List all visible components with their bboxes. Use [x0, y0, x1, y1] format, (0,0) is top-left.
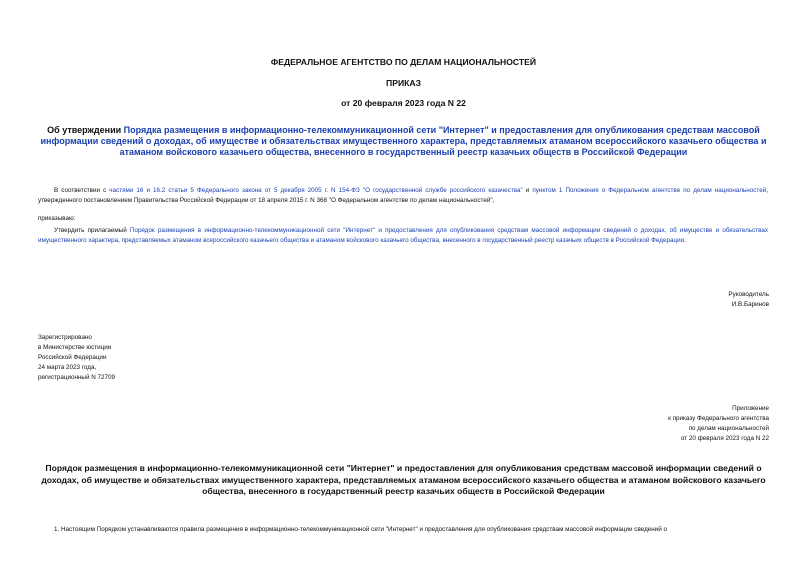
- basis-text-1: В соответствии с: [54, 187, 107, 194]
- appendix-line: Приложение: [732, 405, 769, 412]
- appendix-block: [668, 404, 769, 444]
- approved-procedure-link[interactable]: Порядок размещения в информационно-телекоммуникационной сети "Интернет" и предоставления для опубликования средствам массовой информации сведений о доходах, об имуществе и обязательствах имущественного характера, представляемых атаманом всероссийского казачьего общества и атаманом войскового казачьего общества, внесенного в государственный реестр казачьих обществ в Российской Федерации: [38, 227, 768, 244]
- registration-line: в Министерстве юстиции: [38, 344, 112, 351]
- document-date-number: от 20 февраля 2023 года N 22: [341, 98, 466, 108]
- basis-text-3: , утвержденного постановлением Правительства Российской Федерации от 18 апреля 2015 г. N 368 "О Федеральном агентстве по делам национальностей",: [38, 187, 769, 204]
- appendix-line: к приказу Федерального агентства: [668, 415, 769, 422]
- basis-text-2: и: [525, 187, 530, 194]
- document-title: [40, 125, 767, 158]
- registration-block: [38, 333, 115, 383]
- approve-text-1: Утвердить прилагаемый: [54, 227, 127, 234]
- agency-heading: ФЕДЕРАЛЬНОЕ АГЕНТСТВО ПО ДЕЛАМ НАЦИОНАЛЬНОСТЕЙ: [270, 57, 537, 67]
- procedure-title: Порядок размещения в информационно-телекоммуникационной сети "Интернет" и предоставления для опубликования средствам массовой информации сведений о доходах, об имуществе и обязательствах имущественного характера, представляемых атаманом всероссийского казачьего общества и атаманом войскового казачьего общества, внесенного в государственный реестр казачьих обществ в Российской Федерации: [41, 463, 766, 496]
- signatory-name: И.В.Баринов: [731, 301, 769, 308]
- signatory-position: Руководитель: [728, 291, 769, 298]
- registration-line: Зарегистрировано: [38, 334, 92, 341]
- orders-word: приказываю:: [38, 215, 76, 222]
- appendix-line: по делам национальностей: [688, 425, 769, 432]
- procedure-first-paragraph: 1. Настоящим Порядком устанавливаются правила размещения в информационно-телекоммуникационной сети "Интернет" и предоставления для опубликования средствам массовой информации сведений о: [54, 526, 668, 533]
- signature-block: [728, 290, 769, 310]
- title-prefix: Об утверждении: [47, 125, 122, 135]
- approve-text-2: .: [684, 237, 686, 244]
- appendix-line: от 20 февраля 2023 года N 22: [680, 435, 769, 442]
- registration-line: Российской Федерации: [38, 354, 107, 361]
- legal-basis-paragraph: [38, 186, 768, 206]
- title-procedure-link[interactable]: Порядка размещения в информационно-телекоммуникационной сети "Интернет" и предоставления для опубликования средствам массовой информации сведений о доходах, об имуществе и обязательствах имущественного характера, представляемых атаманом всероссийского казачьего общества и атаманом войскового казачьего общества, внесенного в государственный реестр казачьих обществ в Российской Федерации: [40, 125, 767, 157]
- approve-paragraph: [38, 226, 768, 246]
- agency-regulation-link[interactable]: пунктом 1 Положения о Федеральном агентстве по делам национальностей: [532, 187, 767, 194]
- federal-law-link[interactable]: частями 16 и 16.2 статьи 5 Федерального закона от 5 декабря 2005 г. N 154-ФЗ "О государственной службе российского казачества": [109, 187, 523, 194]
- registration-line: 24 марта 2023 года,: [38, 364, 97, 371]
- registration-line: регистрационный N 72709: [38, 374, 116, 381]
- document-type-heading: ПРИКАЗ: [386, 78, 421, 88]
